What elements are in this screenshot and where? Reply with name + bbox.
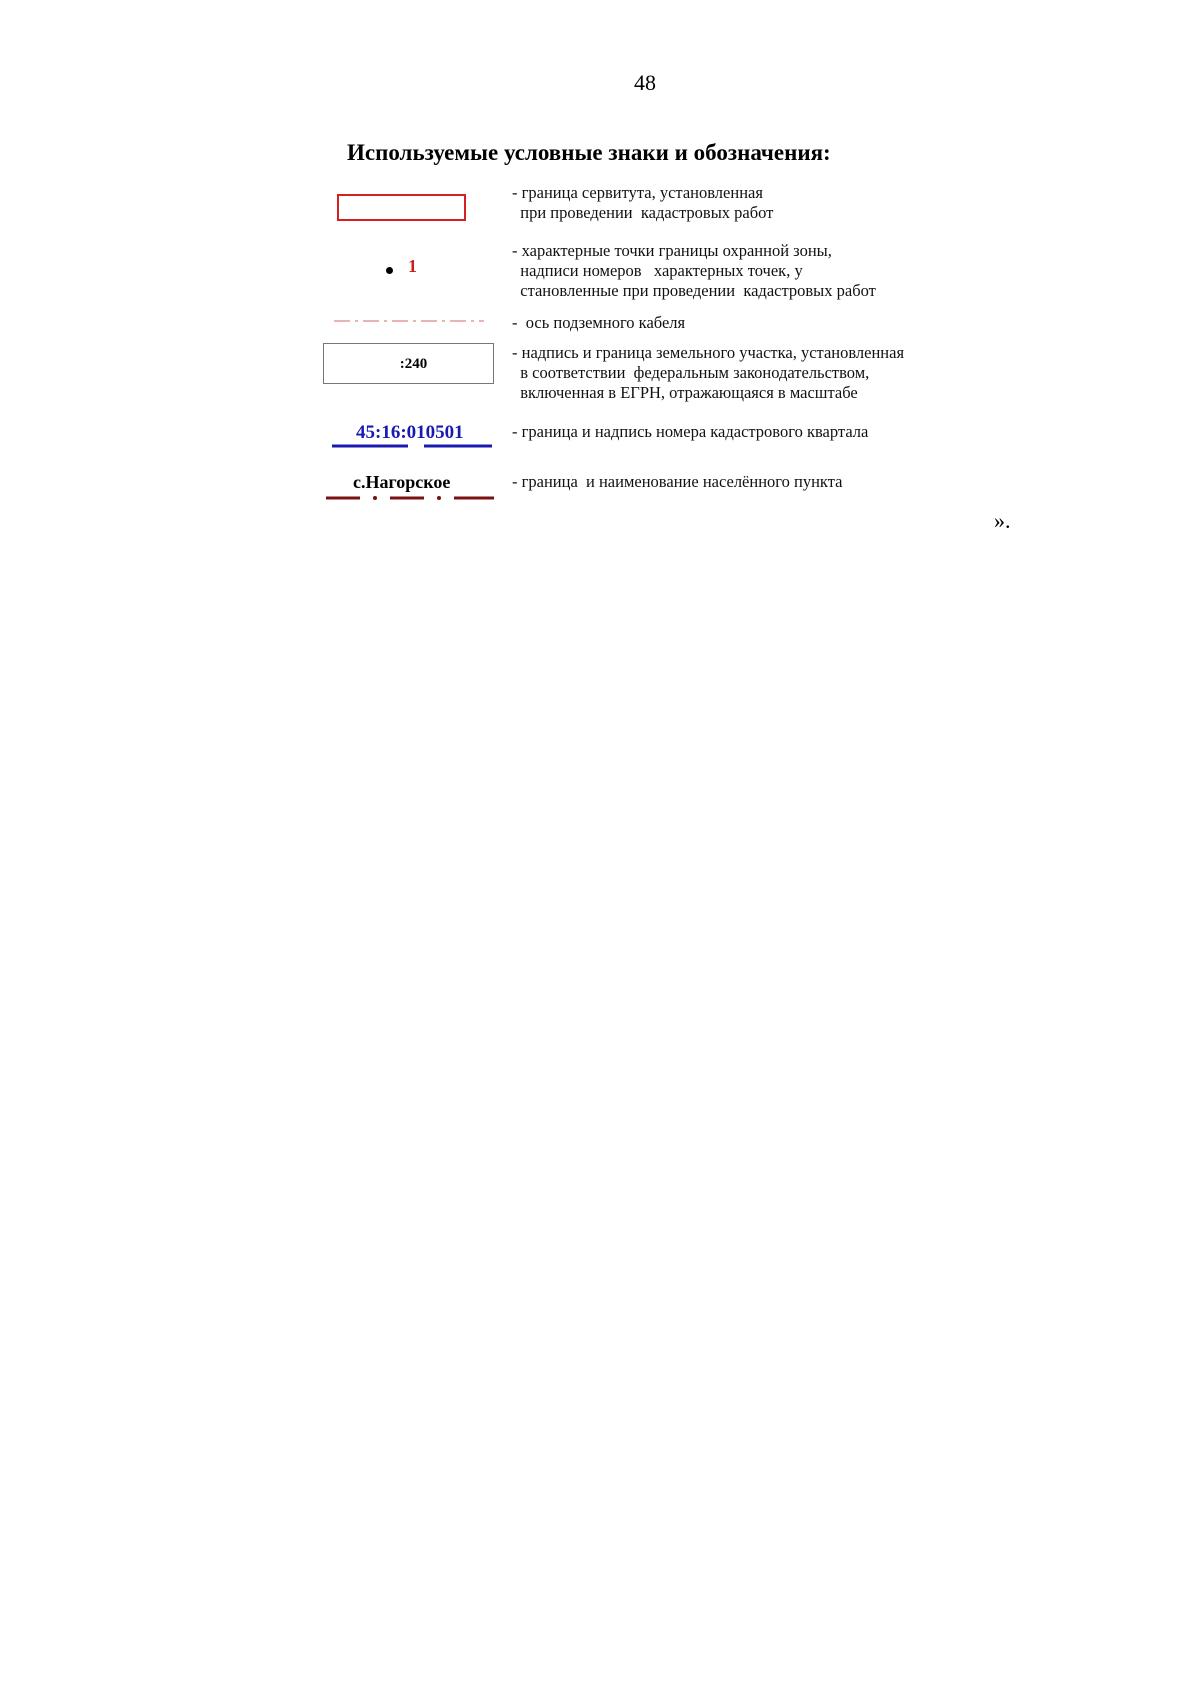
cadastral-quarter-label: 45:16:010501 <box>356 422 464 443</box>
point-dot-icon <box>386 267 393 274</box>
land-plot-symbol <box>320 343 500 384</box>
land-plot-label: :240 <box>399 356 428 372</box>
closing-quote-mark: ». <box>994 508 1011 533</box>
settlement-boundary-line <box>326 495 494 501</box>
point-number-label: 1 <box>408 256 417 276</box>
servitude-boundary-symbol <box>320 183 500 227</box>
legend-row-settlement <box>320 472 960 502</box>
settlement-symbol <box>320 472 500 502</box>
cable-axis-symbol <box>320 313 500 335</box>
legend-row-cable <box>320 313 960 335</box>
legend-description: - граница и наименование населённого пункта <box>512 472 843 491</box>
legend-description: - граница сервитута, установленная при проведении кадастровых работ <box>512 183 774 222</box>
page-number: 48 <box>634 70 656 95</box>
legend-description: - характерные точки границы охранной зоны, надписи номеров характерных точек, у становленные при проведении кадастровых работ <box>512 241 876 300</box>
servitude-boundary-rect <box>337 194 466 221</box>
legend-description: - ось подземного кабеля <box>512 313 686 332</box>
legend-row-servitude <box>320 183 960 227</box>
legend-row-points <box>320 241 960 303</box>
legend-row-quarter <box>320 422 960 452</box>
cadastral-quarter-symbol <box>320 422 500 452</box>
legend-description: - граница и надпись номера кадастрового квартала <box>512 422 869 441</box>
settlement-label: с.Нагорское <box>353 472 451 492</box>
cable-axis-line <box>334 319 484 323</box>
legend-title: Используемые условные знаки и обозначения: <box>347 140 831 165</box>
cadastral-quarter-line <box>332 442 492 450</box>
land-plot-boundary <box>323 343 494 384</box>
legend-row-land-plot <box>320 343 960 405</box>
characteristic-point-symbol <box>320 241 500 303</box>
legend-description: - надпись и граница земельного участка, установленная в соответствии федеральным законодательством, включенная в ЕГРН, отражающаяся в масштабе <box>512 343 905 402</box>
